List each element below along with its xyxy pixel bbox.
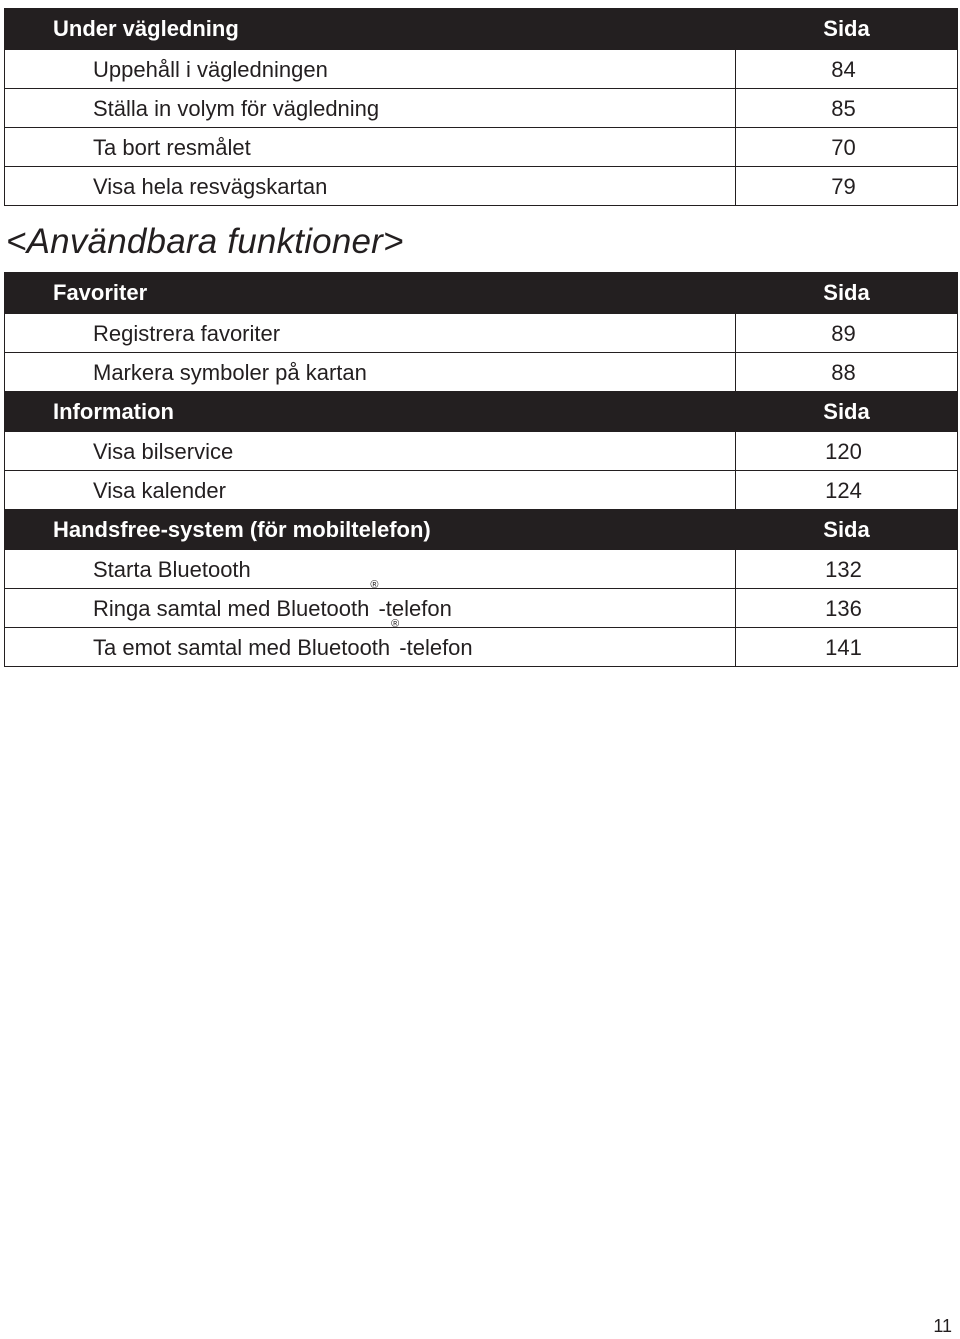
row-label-suffix: -telefon bbox=[378, 596, 452, 621]
table-row bbox=[5, 127, 957, 166]
section-title: <Användbara funktioner> bbox=[6, 222, 404, 261]
row-page: 141 bbox=[825, 635, 862, 660]
row-label: Ställa in volym för vägledning bbox=[5, 89, 736, 127]
row-label: Registrera favoriter bbox=[5, 314, 736, 352]
header-title: Favoriter bbox=[53, 280, 148, 305]
table-header-row bbox=[5, 273, 957, 313]
row-label: Visa hela resvägskartan bbox=[5, 167, 736, 205]
table-row bbox=[5, 618, 957, 666]
row-page: 88 bbox=[831, 360, 856, 385]
row-label: Visa kalender bbox=[5, 471, 736, 509]
table-row bbox=[5, 431, 957, 470]
header-title: Handsfree-system (för mobiltelefon) bbox=[53, 517, 431, 542]
guidance-table bbox=[4, 8, 958, 206]
row-page: 89 bbox=[831, 321, 856, 346]
header-page-label: Sida bbox=[823, 517, 870, 542]
row-label: Visa bilservice bbox=[5, 432, 736, 470]
row-label-text: Starta Bluetooth bbox=[93, 557, 251, 582]
row-label-suffix: -telefon bbox=[399, 635, 473, 660]
row-label-text: Ringa samtal med Bluetooth bbox=[93, 596, 370, 621]
registered-mark: ® bbox=[251, 540, 260, 552]
row-page: 84 bbox=[831, 57, 856, 82]
row-label bbox=[5, 618, 736, 666]
row-label: Ta bort resmålet bbox=[5, 128, 736, 166]
row-page: 136 bbox=[825, 596, 862, 621]
table-header-row bbox=[5, 9, 957, 49]
row-label: Markera symboler på kartan bbox=[5, 353, 736, 391]
table-row bbox=[5, 540, 957, 588]
table-row bbox=[5, 166, 957, 205]
table-header-row bbox=[5, 509, 957, 549]
header-page-label: Sida bbox=[823, 16, 870, 41]
row-label bbox=[5, 579, 736, 627]
table-row bbox=[5, 49, 957, 88]
table-row bbox=[5, 88, 957, 127]
table-row bbox=[5, 579, 957, 627]
row-page: 120 bbox=[825, 439, 862, 464]
table-header-row bbox=[5, 391, 957, 431]
row-page: 124 bbox=[825, 478, 862, 503]
row-page: 70 bbox=[831, 135, 856, 160]
row-page: 85 bbox=[831, 96, 856, 121]
table-row bbox=[5, 313, 957, 352]
header-page-label: Sida bbox=[823, 399, 870, 424]
row-label-text: Ta emot samtal med Bluetooth bbox=[93, 635, 391, 660]
row-page: 132 bbox=[825, 557, 862, 582]
header-title: Information bbox=[53, 399, 174, 424]
header-page-label: Sida bbox=[823, 280, 870, 305]
registered-mark: ® bbox=[370, 579, 379, 591]
registered-mark: ® bbox=[391, 618, 400, 630]
useful-functions-table bbox=[4, 272, 958, 667]
page-number: 11 bbox=[933, 1316, 952, 1336]
row-label: Uppehåll i vägledningen bbox=[5, 50, 736, 88]
row-page: 79 bbox=[831, 174, 856, 199]
table-row bbox=[5, 352, 957, 391]
table-row bbox=[5, 470, 957, 509]
header-title: Under vägledning bbox=[53, 16, 239, 41]
